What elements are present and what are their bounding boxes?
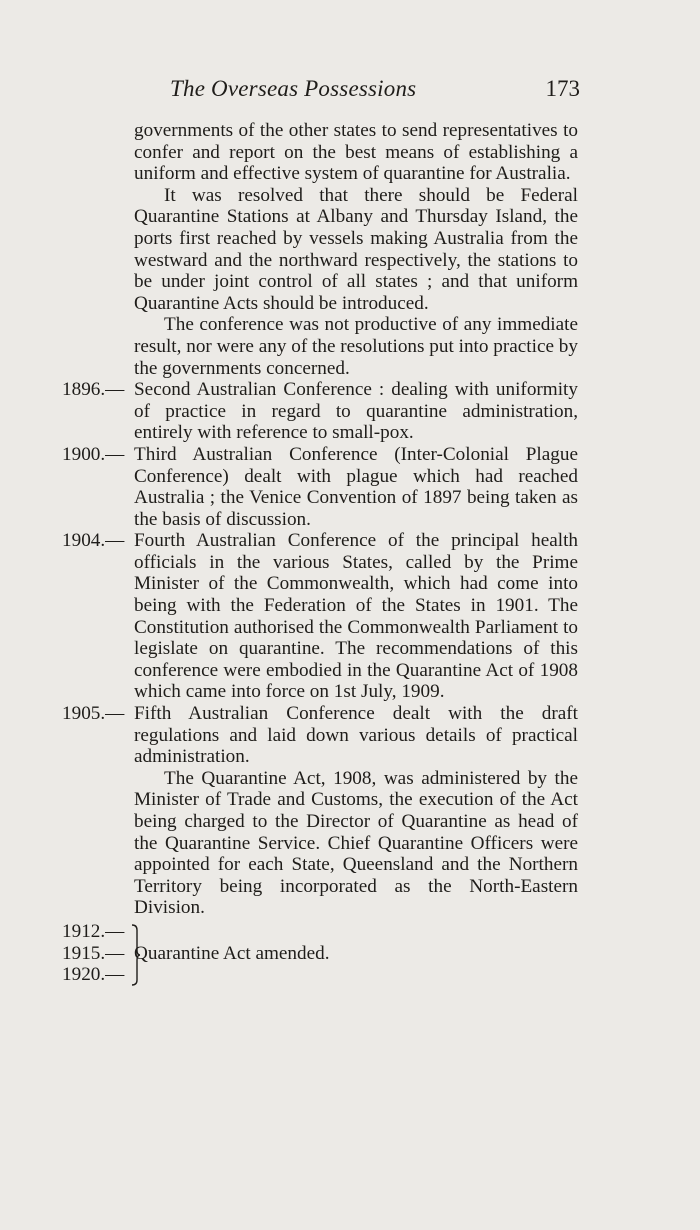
amendment-year: 1912.— (62, 920, 125, 942)
paragraph: The conference was not productive of any immediate result, nor were any of the resolutions put into practice by the governments concerned. (134, 314, 578, 379)
paragraph: It was resolved that there should be Federal Quarantine Stations at Albany and Thursday Island, the ports first reached by vessels making Australia from the westward and the northward respectively, the stations to be under joint control of all states ; and that uniform Quarantine Acts should be introduced. (134, 184, 578, 314)
timeline-entry-1900 (62, 444, 578, 530)
page-number: 173 (545, 76, 580, 101)
timeline-entry-1904 (62, 530, 578, 703)
entry-year: 1900.— (62, 443, 125, 465)
amendment-years (62, 921, 124, 986)
timeline-entry-1905 (62, 703, 578, 768)
running-title: The Overseas Possessions (170, 76, 417, 101)
paragraph: The Quarantine Act, 1908, was administered by the Minister of Trade and Customs, the execution of the Act being charged to the Director of Quarantine as head of the Quarantine Service. Chief Quarantine Officers were appointed for each State, Queensland and the Northern Territory being incorporated as the North-Eastern Division. (134, 767, 578, 919)
amendment-year: 1920.— (62, 964, 125, 986)
entry-year: 1896.— (62, 379, 125, 401)
entry-year: 1905.— (62, 703, 125, 725)
amendments-block (62, 921, 578, 989)
amendment-year: 1915.— (62, 942, 125, 964)
paragraph: governments of the other states to send representatives to confer and report on the best means of establishing a uniform and effective system of quarantine for Australia. (134, 120, 578, 185)
amendment-text: Quarantine Act amended. (134, 942, 330, 964)
entry-text: Fifth Australian Conference dealt with the draft regulations and laid down various details of practical administration. (134, 703, 578, 768)
body-text (62, 120, 578, 989)
page-header (170, 76, 580, 108)
entry-text: Fourth Australian Conference of the principal health officials in the various States, called by the Prime Minister of the Commonwealth, which had come into being with the Federation of the States in 1901. The Constitution authorised the Commonwealth Parliament to legislate on quarantine. The recommendations of this conference were embodied in the Quarantine Act of 1908 which came into force on 1st July, 1909. (134, 530, 578, 703)
entry-text: Second Australian Conference : dealing with uniformity of practice in regard to quarantine administration, entirely with reference to small-pox. (134, 379, 578, 444)
entry-year: 1904.— (62, 530, 125, 552)
timeline-entry-1896 (62, 379, 578, 444)
entry-text: Third Australian Conference (Inter-Colonial Plague Conference) dealt with plague which had reached Australia ; the Venice Convention of 1897 being taken as the basis of discussion. (134, 443, 578, 530)
